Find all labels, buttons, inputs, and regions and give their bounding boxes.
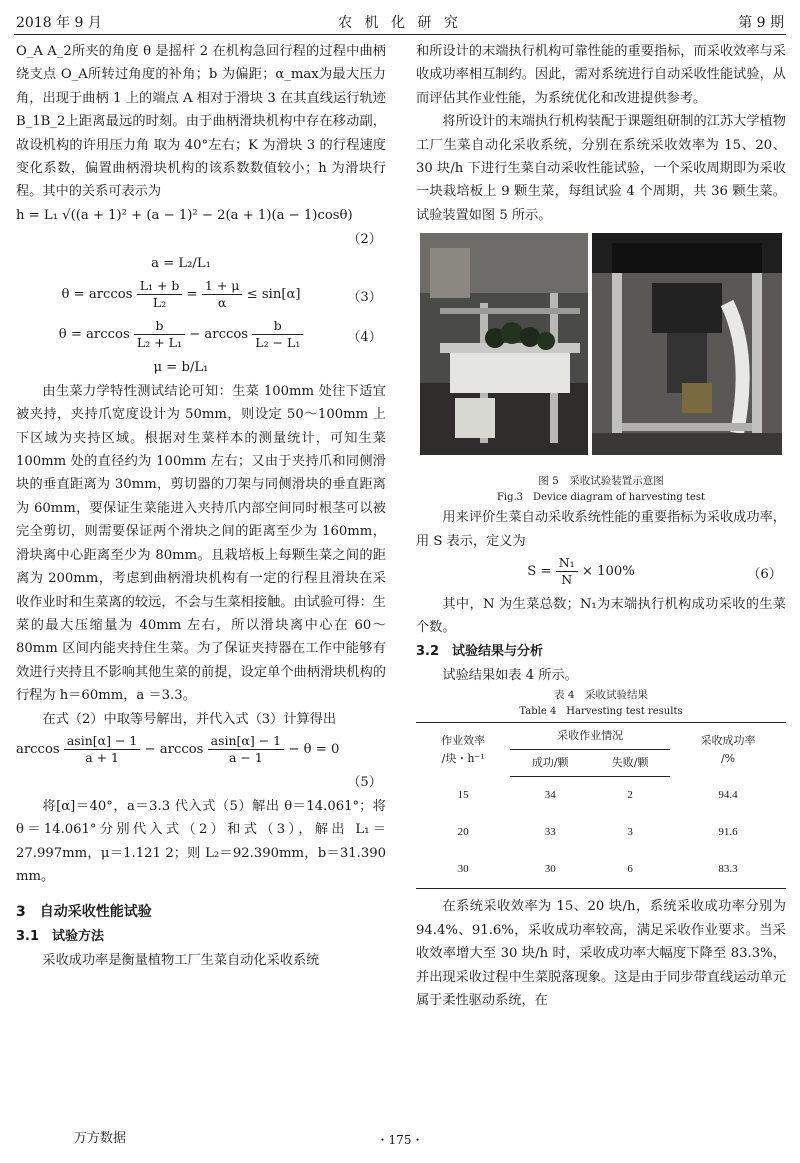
table-row bbox=[416, 851, 786, 889]
equation-number: （6） bbox=[747, 567, 782, 583]
equation-a bbox=[16, 252, 386, 276]
table-cell: 2 bbox=[627, 789, 633, 802]
header-journal: 农 机 化 研 究 bbox=[338, 15, 462, 31]
paragraph: 在式（2）中取等号解出，并代入式（3）计算得出 bbox=[42, 711, 337, 727]
equation-term: = bbox=[186, 286, 198, 302]
column-header-fail: 失败/颗 bbox=[590, 750, 670, 777]
paragraph: 由生菜力学特性测试结论可知：生菜 100mm 处往下适宜被夹持，夹持爪宽度设计为 50mm，则设定 50～100mm 上下区域为夹持区域。根据对生菜样本的测量统计，可知生菜 100mm 处的直径约为 100mm 左右；又由于夹持爪和同侧滑块的垂直距离为 30mm，剪切器的刀架与同侧滑块的垂直距离为 60mm，要保证生菜能进入夹持爪内部空间同时根茎可以被完全剪切，则需要保证两个滑块之间的距离至少为 160mm，滑块离中心距离至少为 80mm。且栽培板上每颗生菜之间的距离为 200mm，考虑到曲柄滑块机构有一定的行程且滑块在采收作业时和生菜离的较远，不会与生菜相接触。由试验可得：生菜的最大压缩量为 40mm 左右，所以滑块离中心在 60～80mm 区间内能夹持住生菜。为了保证夹持器在工作中能够有效进行夹持且不影响其他生菜的前提，设定单个曲柄滑块机构的行程为 h＝60mm，a ＝3.3。 bbox=[16, 383, 386, 704]
paragraph: 将[α]＝40°，a＝3.3 代入式（5）解出 θ＝14.061°；将 θ＝14.061°分别代入式（2）和式（3），解出 L₁＝27.997mm，μ＝1.121 2；则 L₂＝92.390mm，b＝31.390 mm。 bbox=[16, 798, 386, 885]
paragraph: 和所设计的末端执行机构可靠性能的重要指标，而采收效率与采收成功率相互制约。因此，需对系统进行自动采收性能试验，从而评估其作业性能，为系统优化和改进提供参考。 bbox=[416, 44, 786, 106]
fraction bbox=[137, 278, 183, 311]
table-row bbox=[416, 777, 786, 815]
equation-number: （3） bbox=[347, 289, 382, 305]
numerator: N₁ bbox=[556, 555, 578, 572]
equation-body: a = L₂/L₁ bbox=[151, 255, 211, 271]
table-cell: 15 bbox=[457, 788, 469, 801]
paragraph: O_A A_2所夹的角度 θ 是摇杆 2 在机构急回行程的过程中曲柄绕支点 O_A所转过角度的补角；b 为偏距；α_max为最大压力角，出现于曲柄 1 上的端点 A 相对于滑块 3 在其直线运行轨迹 B_1B_2上距离最远的时刻。由于曲柄滑块机构中存在移动副，故设机构的许用压力角 取为 40°左右；K 为滑块 3 的行程速度变化系数，偏置曲柄滑块机构的该系数数值较小；h 为滑块行程。其中的关系可表示为 bbox=[16, 44, 386, 200]
denominator: N bbox=[561, 572, 573, 588]
column-header-success: 成功/颗 bbox=[510, 750, 590, 777]
fraction bbox=[202, 278, 243, 311]
right-column bbox=[416, 40, 786, 1012]
equation-4 bbox=[16, 316, 386, 356]
table-cell: 20 bbox=[457, 826, 469, 839]
numerator: 1 + μ bbox=[202, 278, 243, 295]
footer-source: 万方数据 bbox=[74, 1131, 127, 1146]
column-header-efficiency bbox=[416, 723, 510, 777]
numerator: L₁ + b bbox=[137, 278, 183, 295]
denominator: L₂ + L₁ bbox=[136, 334, 182, 350]
equation-term: arccos bbox=[16, 741, 60, 757]
equation-term: − arccos bbox=[189, 326, 249, 342]
header-unit: /% bbox=[720, 752, 736, 766]
paragraph: 采收成功率是衡量植物工厂生菜自动化采收系统 bbox=[42, 952, 320, 968]
equation-term: ≤ sin[α] bbox=[246, 286, 301, 302]
equation-6 bbox=[416, 553, 786, 593]
denominator: L₂ − L₁ bbox=[255, 334, 301, 350]
equation-3 bbox=[16, 276, 386, 316]
header-text: 采收成功率 bbox=[700, 734, 756, 748]
photo-illustration bbox=[420, 233, 588, 455]
column-header-situation: 采收作业情况 bbox=[510, 723, 670, 750]
table-cell: 3 bbox=[627, 826, 633, 839]
equation-mu bbox=[16, 356, 386, 380]
paragraph: 用来评价生菜自动采收系统性能的重要指标为采收成功率，用 S 表示，定义为 bbox=[416, 510, 786, 549]
table-cell: 33 bbox=[544, 826, 556, 839]
numerator: b bbox=[252, 318, 303, 335]
denominator: a + 1 bbox=[85, 749, 120, 765]
denominator: α bbox=[217, 294, 227, 310]
header-date: 2018 年 9 月 bbox=[16, 15, 102, 31]
paragraph: 将所设计的末端执行机构装配于课题组研制的江苏大学植物工厂生菜自动化采收系统，分别在系统采收效率为 15、20、30 块/h 下进行生菜自动采收性能试验，一个采收周期即为采收一块栽培板上 9 颗生菜，每组试验 4 个周期，共 36 颗生菜。试验装置如图 5 所示。 bbox=[416, 114, 786, 223]
table-cell: 34 bbox=[544, 789, 556, 802]
paragraph: 其中，N 为生菜总数；N₁为末端执行机构成功采收的生菜个数。 bbox=[416, 597, 786, 636]
equation-body: μ = b/L₁ bbox=[153, 359, 209, 375]
section-heading: 3 自动采收性能试验 bbox=[16, 903, 152, 920]
paragraph: 试验结果如表 4 所示。 bbox=[442, 667, 578, 683]
page-header bbox=[14, 8, 786, 35]
photo-harvesting-system bbox=[420, 233, 588, 455]
fraction bbox=[134, 318, 185, 351]
table-cell: 83.3 bbox=[670, 851, 786, 889]
equation-term: − θ = 0 bbox=[288, 741, 340, 757]
header-text: 作业效率 bbox=[441, 734, 486, 748]
fraction bbox=[208, 733, 284, 766]
table-cell: 30 bbox=[510, 851, 590, 889]
table-cell: 30 bbox=[416, 851, 510, 889]
photo-end-effector bbox=[592, 233, 782, 455]
numerator: b bbox=[134, 318, 185, 335]
equation-2-number-row bbox=[16, 228, 386, 252]
column-header-rate bbox=[670, 723, 786, 777]
equation-term: S = bbox=[527, 564, 552, 580]
equation-number: （5） bbox=[347, 774, 382, 790]
equation-term: θ = arccos bbox=[58, 326, 130, 342]
numerator: asin[α] − 1 bbox=[64, 733, 140, 750]
equation-term: × 100% bbox=[581, 564, 635, 580]
table-cell: 6 bbox=[590, 851, 670, 889]
equation-5-number-row bbox=[16, 771, 386, 795]
equation-number: （4） bbox=[347, 329, 382, 345]
page-number: ・175・ bbox=[376, 1133, 424, 1147]
header-unit: /块・h⁻¹ bbox=[441, 752, 485, 766]
figure-caption: 图 5 采收试验装置示意图 bbox=[538, 475, 664, 488]
subsection-heading: 3.1 试验方法 bbox=[16, 928, 105, 944]
equation-5 bbox=[16, 731, 386, 771]
equation-term: − arccos bbox=[144, 741, 204, 757]
numerator: asin[α] − 1 bbox=[208, 733, 284, 750]
table-cell: 94.4 bbox=[718, 788, 738, 801]
photo-illustration bbox=[592, 233, 782, 455]
table-cell: 91.6 bbox=[718, 826, 738, 839]
equation-body: h = L₁ √((a + 1)² + (a − 1)² − 2(a + 1)(a − 1)cosθ) bbox=[16, 207, 353, 223]
equation-2 bbox=[16, 204, 386, 228]
header-issue: 第 9 期 bbox=[738, 15, 784, 31]
denominator: a − 1 bbox=[228, 749, 263, 765]
figure-5 bbox=[416, 233, 786, 473]
paragraph: 在系统采收效率为 15、20 块/h，系统采收成功率分别为 94.4%、91.6%，采收成功率较高，满足采收作业要求。当采收效率增大至 30 块/h 时，采收成功率大幅度下降至 83.3%，并出现采收过程中生菜脱落现象。这是由于同步带直线运动单元属于柔性驱动系统，在 bbox=[416, 899, 786, 1008]
fraction bbox=[64, 733, 140, 766]
figure-caption-en: Fig.3 Device diagram of harvesting test bbox=[496, 492, 706, 504]
table-caption: 表 4 采收试验结果 bbox=[553, 689, 649, 702]
equation-term: θ = arccos bbox=[61, 286, 133, 302]
results-table bbox=[416, 722, 786, 889]
left-column bbox=[16, 40, 386, 972]
subsection-heading: 3.2 试验结果与分析 bbox=[416, 643, 544, 659]
table-caption-en: Table 4 Harvesting test results bbox=[519, 706, 683, 718]
denominator: L₂ bbox=[152, 294, 167, 310]
fraction bbox=[252, 318, 303, 351]
equation-number: （2） bbox=[347, 231, 382, 247]
fraction bbox=[556, 555, 578, 588]
table-row bbox=[416, 814, 786, 851]
